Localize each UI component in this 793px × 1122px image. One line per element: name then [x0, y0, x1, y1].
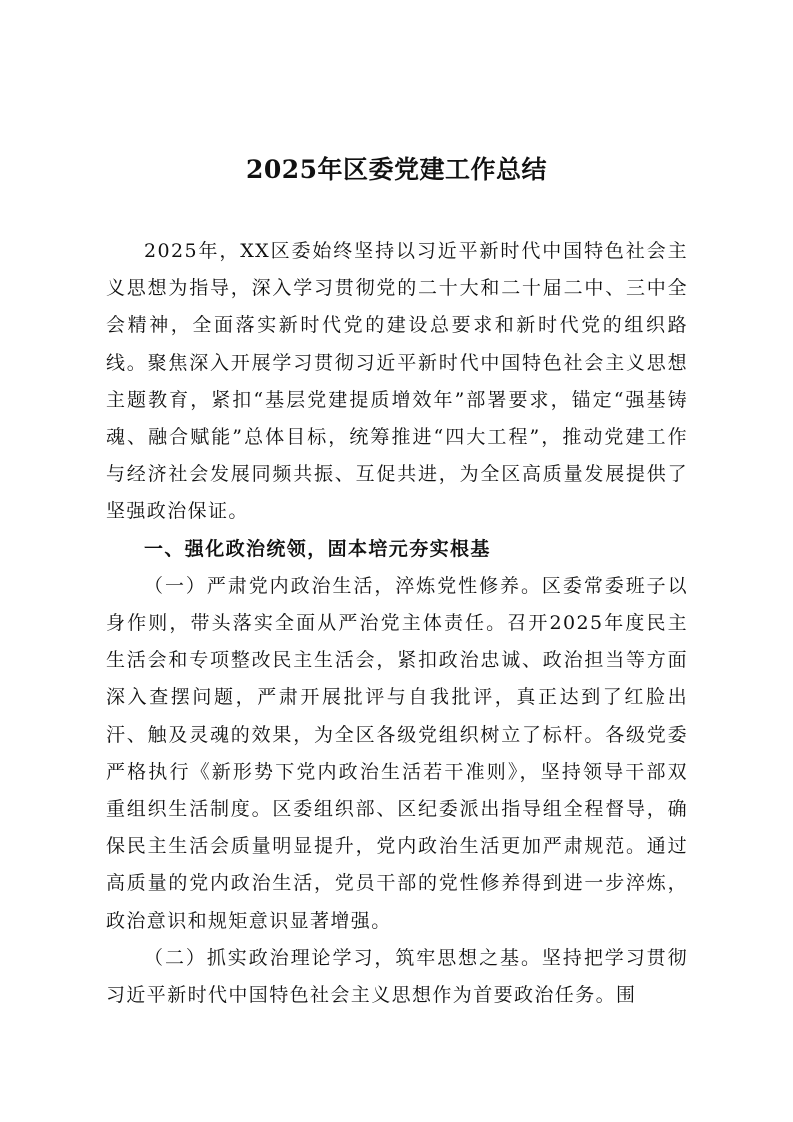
document-body: [106, 233, 688, 1014]
intro-paragraph: 2025年，XX区委始终坚持以习近平新时代中国特色社会主义思想为指导，深入学习贯彻党的二十大和二十届二中、三中全会精神，全面落实新时代党的建设总要求和新时代党的组织路线。聚焦深入开展学习贯彻习近平新时代中国特色社会主义思想主题教育，紧扣“基层党建提质增效年”部署要求，锚定“强基铸魂、融合赋能”总体目标，统筹推进“四大工程”，推动党建工作与经济社会发展同频共振、互促共进，为全区高质量发展提供了坚强政治保证。: [106, 240, 688, 523]
subsection-paragraph-2: （二）抓实政治理论学习，筑牢思想之基。坚持把学习贯彻习近平新时代中国特色社会主义思想作为首要政治任务。围: [106, 946, 688, 1007]
page-title: 2025年区委党建工作总结: [245, 155, 548, 184]
section-heading-1: 一、强化政治统领，固本培元夯实根基: [144, 537, 491, 560]
subsection-paragraph-1: （一）严肃党内政治生活，淬炼党性修养。区委常委班子以身作则，带头落实全面从严治党主体责任。召开2025年度民主生活会和专项整改民主生活会，紧扣政治忠诚、政治担当等方面深入查摆问题，严肃开展批评与自我批评，真正达到了红脸出汗、触及灵魂的效果，为全区各级党组织树立了标杆。各级党委严格执行《新形势下党内政治生活若干准则》，坚持领导干部双重组织生活制度。区委组织部、区纪委派出指导组全程督导，确保民主生活会质量明显提升，党内政治生活更加严肃规范。通过高质量的党内政治生活，党员干部的党性修养得到进一步淬炼，政治意识和规矩意识显著增强。: [106, 574, 688, 932]
